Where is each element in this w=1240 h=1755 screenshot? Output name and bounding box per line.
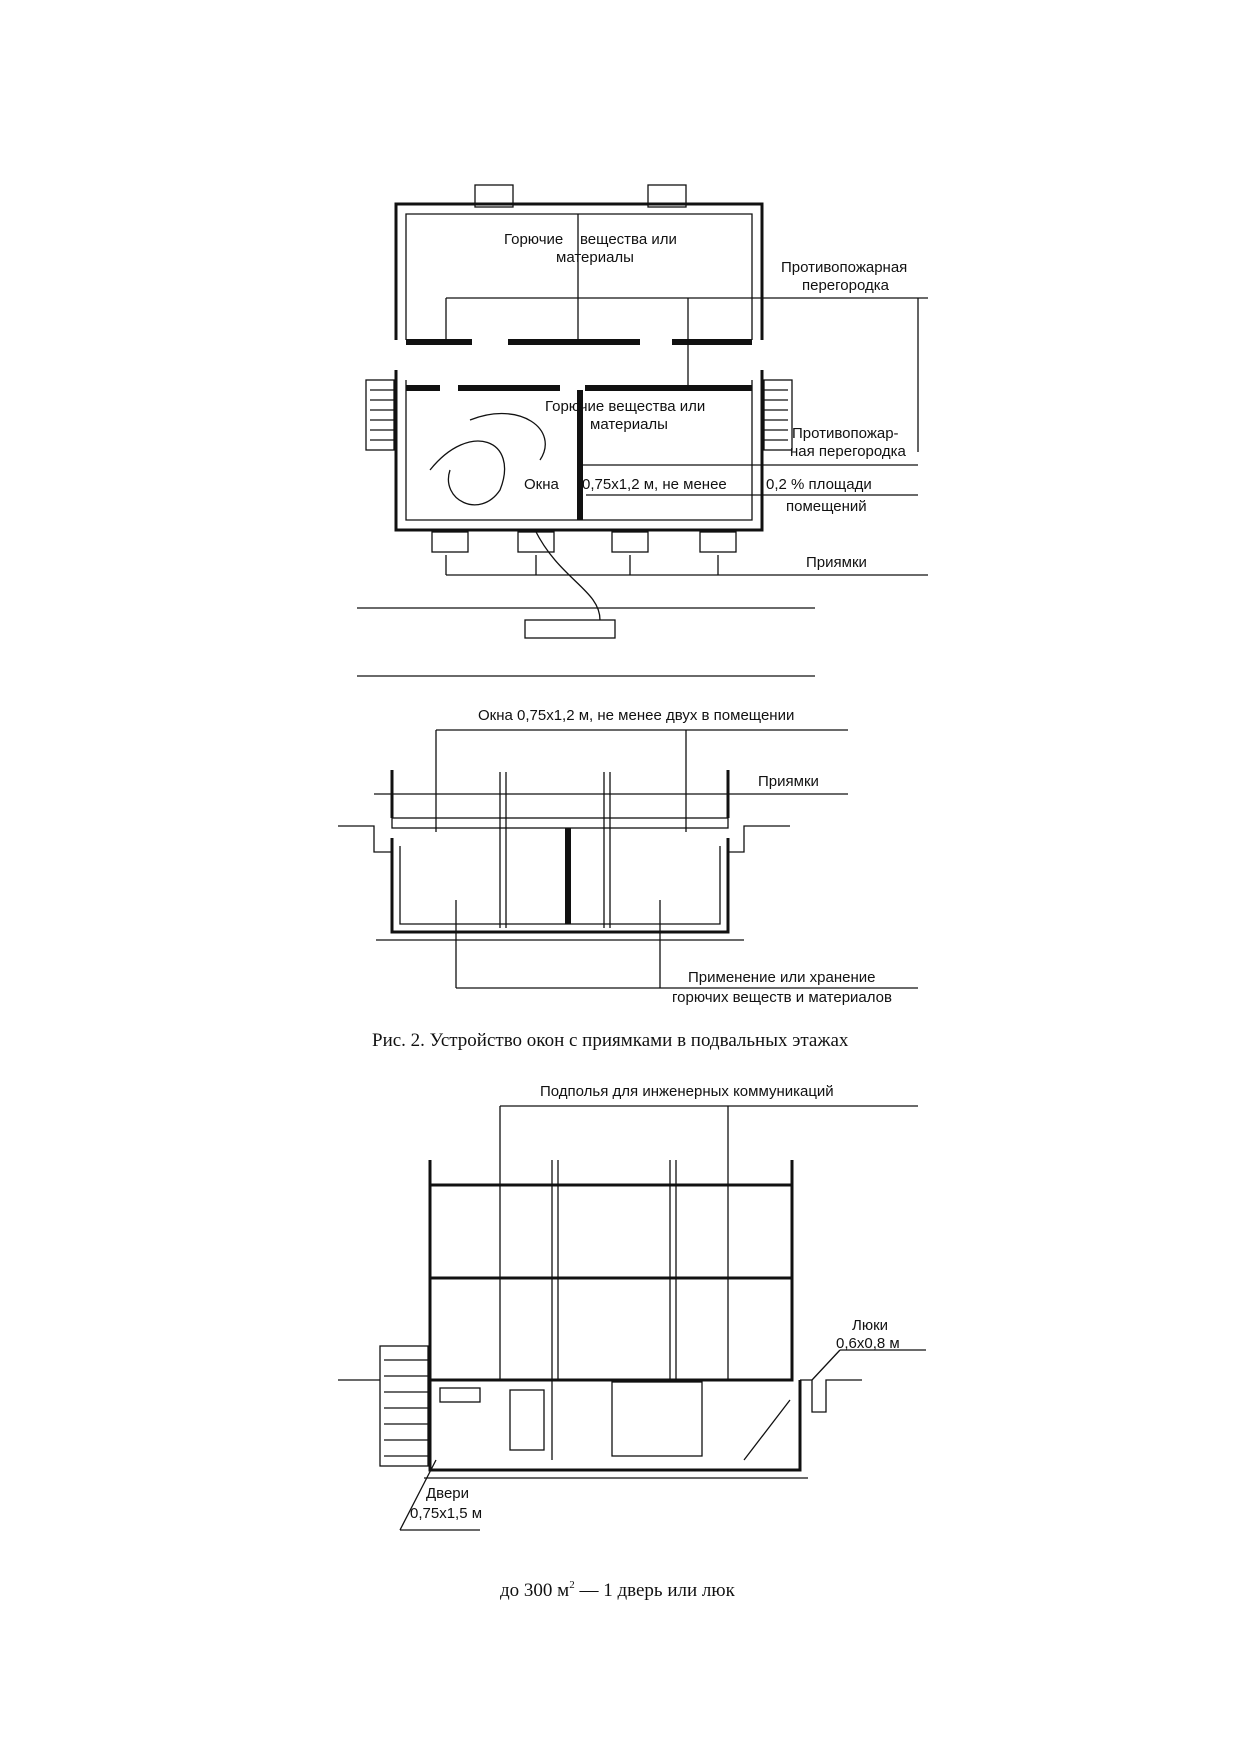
area-label-1: 0,2 % площади [766, 476, 872, 493]
figure-2-caption: Рис. 2. Устройство окон с приямками в подвальных этажах [372, 1030, 849, 1051]
partition-1-label-1: Противопожарная [781, 259, 908, 276]
partition-2-label-1: Противопожар- [792, 425, 899, 442]
underfloor-label: Подполья для инженерных коммуникаций [540, 1083, 834, 1100]
windows-size-label: 0,75х1,2 м, не менее [582, 476, 727, 493]
underfloor-figure [338, 1083, 926, 1601]
basement-section-figure [338, 707, 918, 1051]
basement-plan-figure [357, 185, 928, 676]
upper-building-inner-wall [406, 214, 752, 340]
pipe-icon [440, 1388, 480, 1402]
floor-slab [392, 818, 728, 828]
upper-room-label-1: Горючие [504, 231, 564, 248]
hatches-label: Люки [852, 1317, 889, 1334]
windows-label: Окна [524, 476, 559, 493]
figure-3-caption: до 300 $м^2$ — 1 дверь или люк [500, 1579, 735, 1601]
upper-room-label-1b: вещества или [580, 231, 677, 248]
basement-wall [392, 838, 728, 932]
pits-label-2: Приямки [758, 773, 819, 790]
usage-label-1: Применение или хранение [688, 969, 876, 986]
upper-building-wall [396, 204, 762, 340]
hatch-pit [800, 1380, 862, 1412]
windows-note-label: Окна 0,75х1,2 м, не менее двух в помещении [478, 707, 795, 724]
lower-room-label-2: материалы [590, 416, 668, 433]
ground-line [338, 826, 392, 852]
area-label-2: помещений [786, 498, 867, 515]
stair-left [380, 1346, 428, 1466]
fire-truck-icon [525, 620, 615, 638]
window-pit [432, 532, 468, 552]
partition-1-label-2: перегородка [802, 277, 889, 294]
equipment-icon [510, 1390, 544, 1450]
doors-label: Двери [426, 1485, 470, 1502]
building-frame [430, 1160, 792, 1380]
lower-room-label-1: Горючие вещества или [545, 398, 706, 415]
usage-label-2: горючих веществ и материалов [672, 989, 892, 1006]
upper-room-label-2: материалы [556, 249, 634, 266]
window-pit [518, 532, 554, 552]
ground-line [728, 826, 790, 852]
partition-2-label-2: ная перегородка [790, 443, 906, 460]
window-pit [612, 532, 648, 552]
hatches-size-label: 0,6х0,8 м [836, 1335, 900, 1352]
pits-label: Приямки [806, 554, 867, 571]
ladder [744, 1400, 790, 1460]
equipment-icon [612, 1382, 702, 1456]
doors-size-label: 0,75х1,5 м [410, 1505, 483, 1522]
window-pit [700, 532, 736, 552]
